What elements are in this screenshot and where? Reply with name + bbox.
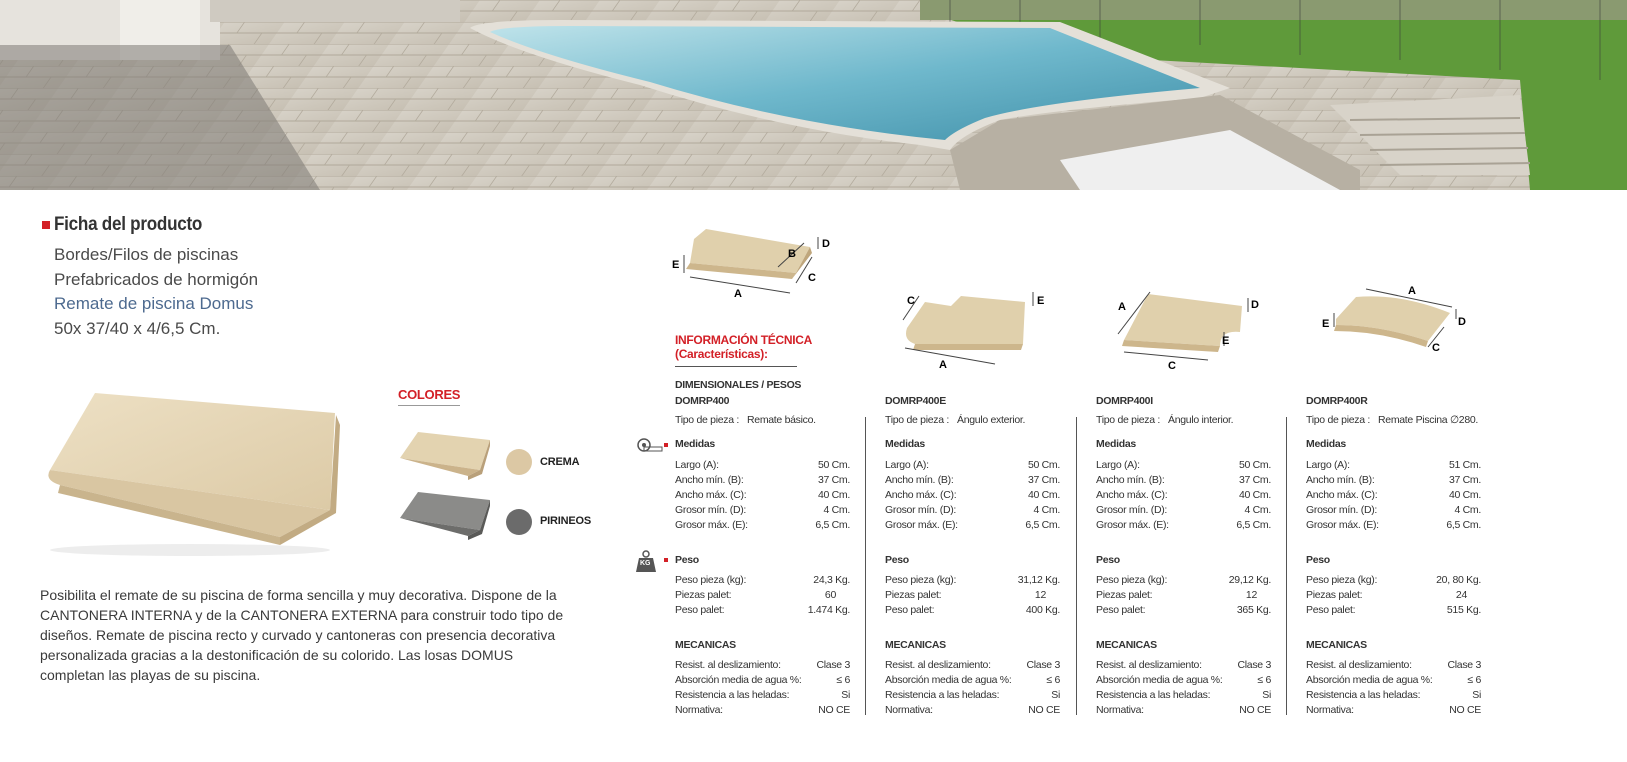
dim-label: Grosor mín. (D):: [885, 504, 957, 516]
peso-value: 24: [1455, 589, 1467, 601]
dim-row: [675, 489, 850, 503]
mec-value: ≤ 6: [836, 674, 850, 686]
tipo-label: Tipo de pieza :: [885, 414, 949, 426]
dim-row: [885, 474, 1060, 488]
mec-label: Resistencia a las heladas:: [885, 689, 1000, 701]
dim-value: 37 Cm.: [1027, 474, 1060, 486]
tipo-row: [885, 414, 1060, 428]
dim-value: 40 Cm.: [1238, 489, 1271, 501]
dim-value: 37 Cm.: [1238, 474, 1271, 486]
label-e: E: [1222, 335, 1230, 347]
peso-label: Piezas palet:: [1096, 589, 1153, 601]
mecanicas-heading: MECANICAS: [675, 639, 736, 651]
dim-label: Ancho mín. (B):: [885, 474, 954, 486]
mec-value: NO CE: [1449, 704, 1481, 716]
dim-value: 4 Cm.: [823, 504, 850, 516]
peso-label: Peso pieza (kg):: [1306, 574, 1378, 586]
dim-row: [885, 519, 1060, 533]
mec-label: Resist. al deslizamiento:: [1306, 659, 1412, 671]
dim-row: [1096, 474, 1271, 488]
peso-row: [1096, 589, 1271, 603]
mec-row: [675, 659, 850, 673]
mec-label: Normativa:: [885, 704, 933, 716]
medidas-heading: Medidas: [675, 438, 715, 450]
peso-label: Peso pieza (kg):: [885, 574, 957, 586]
mec-label: Absorción media de agua %:: [675, 674, 802, 686]
dim-value: 50 Cm.: [817, 459, 850, 471]
product-category: Bordes/Filos de piscinas: [54, 245, 239, 264]
dim-value: 40 Cm.: [817, 489, 850, 501]
dim-value: 4 Cm.: [1244, 504, 1271, 516]
label-e: E: [672, 259, 680, 271]
peso-label: Piezas palet:: [1306, 589, 1363, 601]
mec-value: Si: [1262, 689, 1271, 701]
mec-label: Resistencia a las heladas:: [1306, 689, 1421, 701]
mec-label: Absorción media de agua %:: [885, 674, 1012, 686]
tipo-value: Ángulo interior.: [1168, 414, 1234, 426]
dim-label: Grosor mín. (D):: [675, 504, 747, 516]
peso-heading: Peso: [1306, 554, 1330, 566]
column-divider: [1286, 417, 1287, 715]
product-type: Prefabricados de hormigón: [54, 270, 259, 289]
dim-label: Ancho máx. (C):: [1306, 489, 1378, 501]
mec-row: [1096, 689, 1271, 703]
mec-value: Clase 3: [1447, 659, 1481, 671]
peso-value: 400 Kg.: [1025, 604, 1060, 616]
dim-row: [675, 504, 850, 518]
dim-value: 40 Cm.: [1448, 489, 1481, 501]
peso-label: Peso palet:: [885, 604, 935, 616]
peso-label: Peso pieza (kg):: [675, 574, 747, 586]
peso-row: [885, 574, 1060, 588]
diagram-domrp400: [670, 225, 840, 310]
peso-row: [675, 574, 850, 588]
dim-value: 50 Cm.: [1027, 459, 1060, 471]
mec-label: Resist. al deslizamiento:: [885, 659, 991, 671]
dim-label: Largo (A):: [885, 459, 929, 471]
tipo-value: Remate básico.: [747, 414, 816, 426]
peso-value: 12: [1245, 589, 1257, 601]
peso-value: 20, 80 Kg.: [1436, 574, 1481, 586]
mec-row: [675, 689, 850, 703]
product-description: Posibilita el remate de su piscina de forma sencilla y muy decorativa. Dispone de la CANTONERA INTERNA y de la CANTONERA EXTERNA para construir todo tipo de diseños. Remate de piscina recto y curvado y cantoneras con presencia decorativa personalizada gracias a la destonificación de su colorido. Las losas DOMUS completan las playas de su piscina.: [40, 587, 564, 683]
mec-value: Clase 3: [1026, 659, 1060, 671]
peso-label: Peso palet:: [1096, 604, 1146, 616]
mec-label: Resistencia a las heladas:: [675, 689, 790, 701]
product-image: [40, 385, 360, 565]
dim-label: Largo (A):: [1096, 459, 1140, 471]
mecanicas-heading: MECANICAS: [1096, 639, 1157, 651]
tipo-label: Tipo de pieza :: [1096, 414, 1160, 426]
dim-value: 37 Cm.: [817, 474, 850, 486]
mec-label: Normativa:: [1306, 704, 1354, 716]
diagram-domrp400e: [895, 288, 1055, 378]
mec-row: [885, 674, 1060, 688]
product-dimensions: 50x 37/40 x 4/6,5 Cm.: [54, 319, 221, 338]
color-swatch-pirineos: [398, 490, 490, 545]
label-a: A: [1118, 301, 1126, 313]
medidas-heading: Medidas: [1306, 438, 1346, 450]
column-divider: [1076, 417, 1077, 715]
mec-value: Clase 3: [816, 659, 850, 671]
mec-row: [1306, 689, 1481, 703]
peso-label: Peso pieza (kg):: [1096, 574, 1168, 586]
mec-value: NO CE: [818, 704, 850, 716]
label-d: D: [822, 238, 830, 250]
peso-bullet: [664, 558, 668, 562]
mec-row: [675, 704, 850, 718]
dim-value: 6,5 Cm.: [1025, 519, 1060, 531]
label-c: C: [1432, 342, 1440, 354]
dim-value: 4 Cm.: [1454, 504, 1481, 516]
peso-row: [1096, 574, 1271, 588]
mec-row: [1096, 704, 1271, 718]
colors-title: COLORES: [398, 387, 460, 406]
dim-label: Ancho máx. (C):: [675, 489, 747, 501]
color-name-pirineos: PIRINEOS: [540, 515, 591, 527]
hero-pool-photo: [0, 0, 1627, 190]
page-title: Ficha del producto: [54, 214, 203, 235]
tipo-value: Remate Piscina ∅280.: [1378, 414, 1479, 426]
peso-row: [675, 589, 850, 603]
mec-row: [1306, 659, 1481, 673]
mec-label: Absorción media de agua %:: [1096, 674, 1223, 686]
dim-row: [675, 474, 850, 488]
mec-label: Normativa:: [675, 704, 723, 716]
mec-value: ≤ 6: [1467, 674, 1481, 686]
mec-row: [1096, 674, 1271, 688]
dim-label: Grosor mín. (D):: [1306, 504, 1378, 516]
product-code: DOMRP400I: [1096, 395, 1153, 407]
mec-value: Clase 3: [1237, 659, 1271, 671]
peso-value: 12: [1034, 589, 1046, 601]
peso-heading: Peso: [675, 554, 699, 566]
tipo-row: [1306, 414, 1481, 428]
dim-value: 6,5 Cm.: [815, 519, 850, 531]
color-name-crema: CREMA: [540, 456, 580, 468]
mec-value: Si: [1472, 689, 1481, 701]
mec-row: [885, 689, 1060, 703]
pirineos-dot: [506, 509, 532, 535]
peso-label: Peso palet:: [1306, 604, 1356, 616]
mec-row: [885, 659, 1060, 673]
peso-row: [1306, 574, 1481, 588]
mec-label: Resistencia a las heladas:: [1096, 689, 1211, 701]
product-code: DOMRP400: [675, 395, 730, 407]
peso-heading: Peso: [1096, 554, 1120, 566]
dim-label: Grosor mín. (D):: [1096, 504, 1168, 516]
dim-row: [1306, 474, 1481, 488]
label-a: A: [939, 359, 947, 371]
mec-row: [1096, 659, 1271, 673]
dim-row: [1096, 504, 1271, 518]
label-d: D: [1458, 316, 1466, 328]
label-c: C: [1168, 360, 1176, 372]
mec-row: [1306, 704, 1481, 718]
peso-value: 29,12 Kg.: [1228, 574, 1271, 586]
peso-row: [885, 589, 1060, 603]
dim-row: [1306, 489, 1481, 503]
dim-value: 4 Cm.: [1033, 504, 1060, 516]
crema-dot: [506, 449, 532, 475]
dim-row: [1306, 504, 1481, 518]
dim-row: [1096, 519, 1271, 533]
dim-row: [885, 489, 1060, 503]
label-a: A: [734, 288, 742, 300]
dim-row: [675, 459, 850, 473]
mec-value: NO CE: [1028, 704, 1060, 716]
peso-value: 515 Kg.: [1446, 604, 1481, 616]
medidas-heading: Medidas: [885, 438, 925, 450]
dim-value: 6,5 Cm.: [1236, 519, 1271, 531]
tipo-label: Tipo de pieza :: [675, 414, 739, 426]
heading-bullet: [42, 221, 50, 229]
mec-row: [1306, 674, 1481, 688]
diagram-domrp400r: [1320, 285, 1480, 370]
dim-row: [1306, 459, 1481, 473]
peso-row: [1096, 604, 1271, 618]
mec-value: NO CE: [1239, 704, 1271, 716]
mec-row: [675, 674, 850, 688]
peso-row: [1306, 589, 1481, 603]
info-subtitle: (Características):: [675, 347, 768, 361]
mec-value: ≤ 6: [1046, 674, 1060, 686]
label-b: B: [788, 248, 796, 260]
dim-label: Ancho mín. (B):: [1096, 474, 1165, 486]
label-e: E: [1037, 295, 1045, 307]
dim-value: 40 Cm.: [1027, 489, 1060, 501]
peso-value: 365 Kg.: [1236, 604, 1271, 616]
tipo-label: Tipo de pieza :: [1306, 414, 1370, 426]
dim-label: Ancho mín. (B):: [1306, 474, 1375, 486]
info-divider: [675, 366, 797, 367]
dim-label: Largo (A):: [1306, 459, 1350, 471]
label-e: E: [1322, 318, 1330, 330]
column-divider: [865, 417, 866, 715]
dim-label: Largo (A):: [675, 459, 719, 471]
dim-label: Grosor máx. (E):: [885, 519, 958, 531]
dim-value: 6,5 Cm.: [1446, 519, 1481, 531]
label-c: C: [808, 272, 816, 284]
peso-label: Piezas palet:: [675, 589, 732, 601]
medidas-heading: Medidas: [1096, 438, 1136, 450]
medidas-bullet: [664, 443, 668, 447]
peso-row: [675, 604, 850, 618]
label-c: C: [907, 295, 915, 307]
mec-label: Normativa:: [1096, 704, 1144, 716]
mec-value: Si: [841, 689, 850, 701]
peso-value: 1.474 Kg.: [807, 604, 850, 616]
dim-label: Ancho mín. (B):: [675, 474, 744, 486]
dim-row: [885, 459, 1060, 473]
dim-value: 51 Cm.: [1448, 459, 1481, 471]
dim-row: [675, 519, 850, 533]
mec-label: Absorción media de agua %:: [1306, 674, 1433, 686]
kg-label: KG: [640, 560, 651, 567]
dim-row: [1096, 489, 1271, 503]
mec-value: ≤ 6: [1257, 674, 1271, 686]
peso-value: 24,3 Kg.: [813, 574, 850, 586]
diagram-domrp400i: [1108, 290, 1268, 380]
dim-label: Ancho máx. (C):: [1096, 489, 1168, 501]
dim-value: 50 Cm.: [1238, 459, 1271, 471]
mecanicas-heading: MECANICAS: [1306, 639, 1367, 651]
mec-label: Resist. al deslizamiento:: [675, 659, 781, 671]
mec-label: Resist. al deslizamiento:: [1096, 659, 1202, 671]
dim-row: [1096, 459, 1271, 473]
product-code: DOMRP400R: [1306, 395, 1368, 407]
peso-row: [885, 604, 1060, 618]
label-a: A: [1408, 285, 1416, 297]
dim-row: [885, 504, 1060, 518]
dim-label: Grosor máx. (E):: [1096, 519, 1169, 531]
peso-heading: Peso: [885, 554, 909, 566]
color-swatch-crema: [398, 430, 490, 485]
dim-label: Grosor máx. (E):: [1306, 519, 1379, 531]
product-name: Remate de piscina Domus: [54, 294, 254, 313]
label-d: D: [1251, 299, 1259, 311]
section-dimensionales: DIMENSIONALES / PESOS: [675, 379, 802, 391]
tipo-row: [1096, 414, 1271, 428]
peso-row: [1306, 604, 1481, 618]
peso-value: 60: [824, 589, 836, 601]
weight-kg-icon: [636, 550, 656, 570]
peso-label: Peso palet:: [675, 604, 725, 616]
dim-label: Ancho máx. (C):: [885, 489, 957, 501]
tipo-row: [675, 414, 850, 428]
dim-row: [1306, 519, 1481, 533]
mecanicas-heading: MECANICAS: [885, 639, 946, 651]
tipo-value: Ángulo exterior.: [957, 414, 1026, 426]
dim-label: Grosor máx. (E):: [675, 519, 748, 531]
peso-value: 31,12 Kg.: [1017, 574, 1060, 586]
peso-label: Piezas palet:: [885, 589, 942, 601]
info-title: INFORMACIÓN TÉCNICA: [675, 333, 812, 347]
dim-value: 37 Cm.: [1448, 474, 1481, 486]
tape-measure-icon: [636, 437, 664, 458]
mec-row: [885, 704, 1060, 718]
mec-value: Si: [1051, 689, 1060, 701]
product-code: DOMRP400E: [885, 395, 946, 407]
